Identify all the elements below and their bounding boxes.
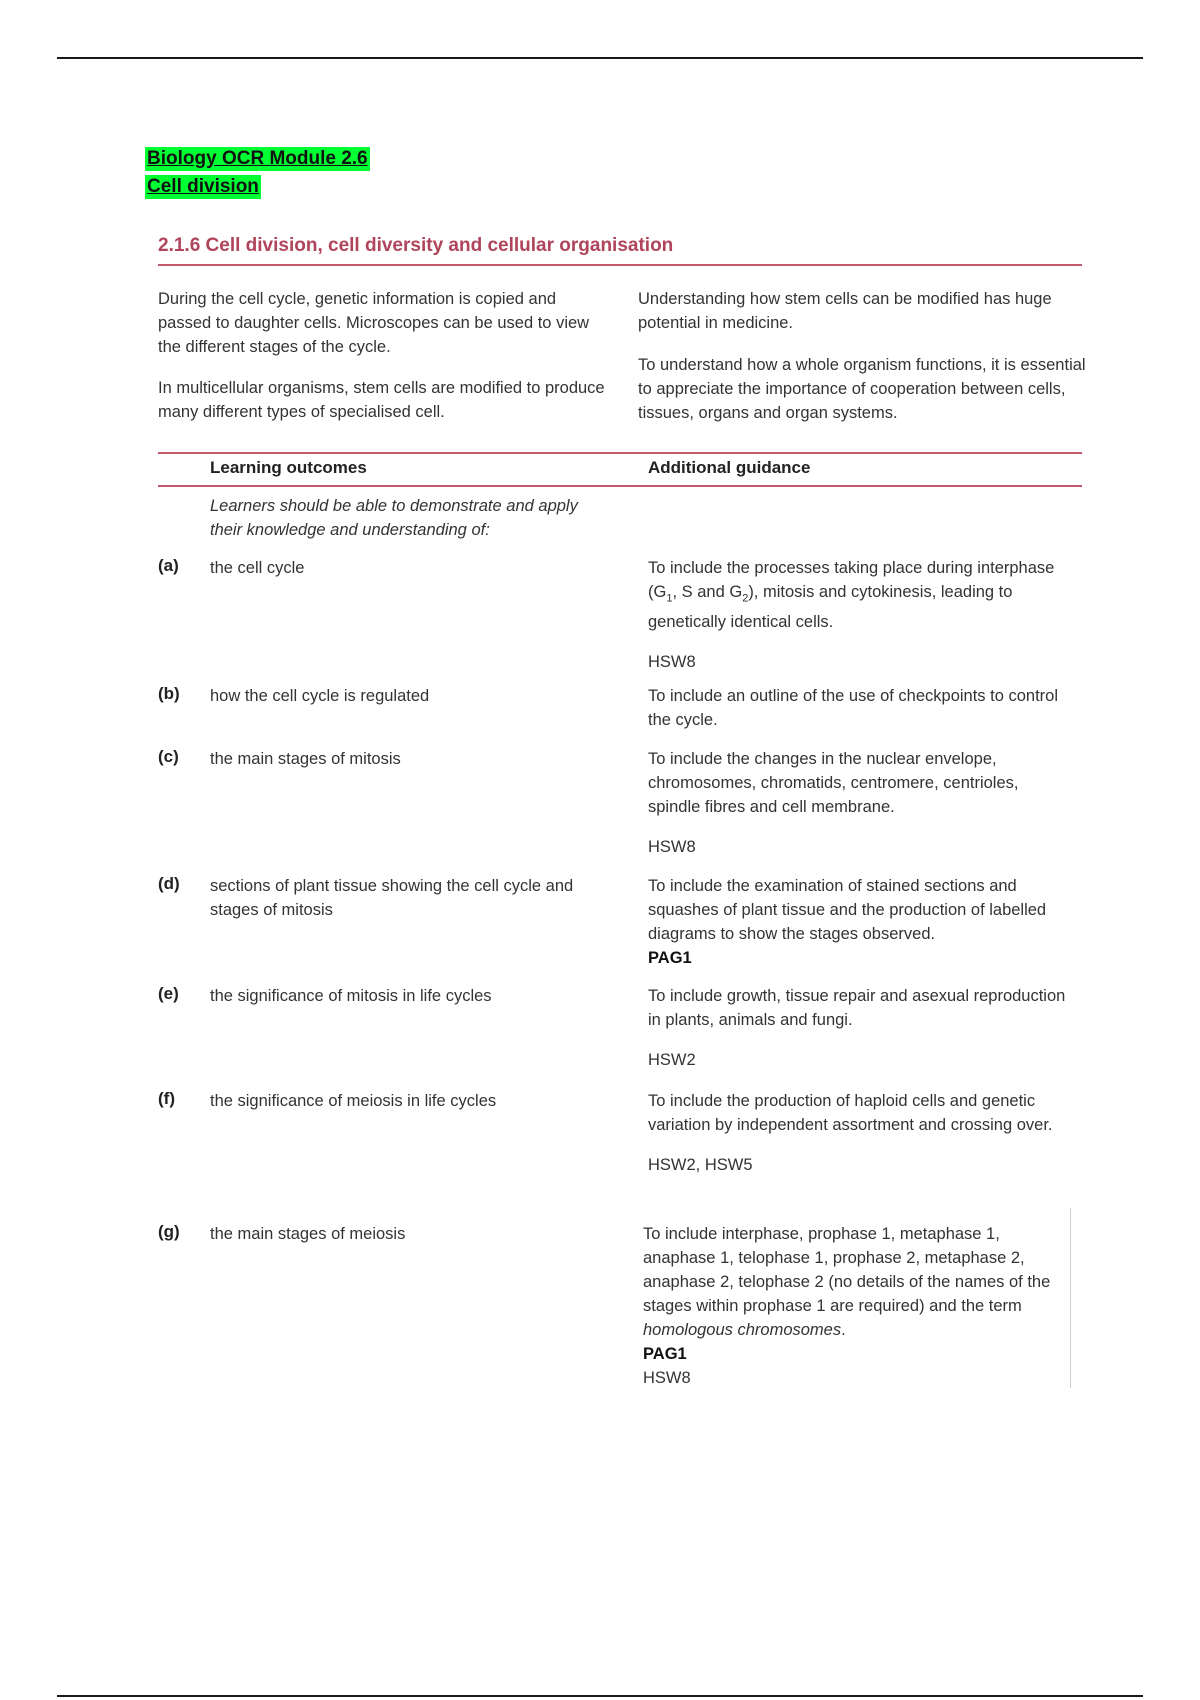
section-title: 2.1.6 Cell division, cell diversity and cellular organisation [158, 235, 674, 256]
intro-right-paragraph-2: To understand how a whole organism functions, it is essential to appreciate the importance of cooperation between cells, tissues, organs and organ systems. [638, 356, 1086, 422]
row-guidance: To include growth, tissue repair and asexual reproduction in plants, animals and fungi. HSW2 [648, 984, 1068, 1072]
row-letter: (b) [158, 684, 180, 703]
column-header-additional-guidance: Additional guidance [648, 458, 811, 477]
module-highlight-title: Biology OCR Module 2.6 [147, 148, 368, 169]
page-top-rule [57, 57, 1143, 59]
row-guidance: To include the examination of stained sections and squashes of plant tissue and the production of labelled diagrams to show the stages observed. PAG1 [648, 874, 1068, 970]
hsw-tag: HSW8 [643, 1369, 691, 1387]
row-letter: (d) [158, 874, 180, 893]
hsw-tag: HSW8 [648, 653, 696, 672]
row-guidance: To include the production of haploid cells and genetic variation by independent assortment and crossing over. HSW2, HSW5 [648, 1089, 1068, 1177]
row-guidance: To include the changes in the nuclear envelope, chromosomes, chromatids, centromere, centrioles, spindle fibres and cell membrane. HSW8 [648, 747, 1068, 859]
pag-tag: PAG1 [643, 1345, 687, 1363]
section-title-underline [158, 264, 1082, 266]
topic-highlight-title: Cell division [147, 176, 259, 197]
row-guidance: To include the processes taking place during interphase ($G_1$, S and $G_2$), mitosis and cytokinesis, leading to genetically identical cells. HSW8 [648, 556, 1068, 674]
column-header-learning-outcomes: Learning outcomes [210, 458, 367, 477]
table-right-border [1070, 1208, 1071, 1388]
pag-tag: PAG1 [648, 949, 692, 967]
row-letter: (g) [158, 1222, 180, 1241]
row-letter: (e) [158, 984, 179, 1003]
row-letter: (f) [158, 1089, 175, 1108]
row-letter: (c) [158, 747, 179, 766]
row-outcome: the significance of mitosis in life cycles [210, 987, 492, 1005]
table-header-top-rule [158, 452, 1082, 454]
row-outcome: how the cell cycle is regulated [210, 687, 430, 705]
row-outcome: the cell cycle [210, 559, 305, 577]
intro-left-paragraph-1: During the cell cycle, genetic information is copied and passed to daughter cells. Microscopes can be used to view the different stages of the cycle. [158, 290, 590, 356]
table-header-bottom-rule [158, 485, 1082, 487]
intro-right-paragraph-1: Understanding how stem cells can be modified has huge potential in medicine. [638, 290, 1052, 332]
hsw-tag: HSW8 [648, 838, 696, 856]
hsw-tag: HSW2, HSW5 [648, 1156, 753, 1174]
page-bottom-rule [57, 1695, 1143, 1697]
row-letter: (a) [158, 556, 179, 575]
row-outcome: the main stages of mitosis [210, 750, 401, 768]
row-outcome: sections of plant tissue showing the cell cycle and stages of mitosis [210, 877, 574, 919]
intro-left-paragraph-2: In multicellular organisms, stem cells are modified to produce many different types of specialised cell. [158, 379, 605, 421]
row-guidance: To include interphase, prophase 1, metaphase 1, anaphase 1, telophase 1, prophase 2, metaphase 2, anaphase 2, telophase 2 (no details of the names of the stages within prophase 1 are required) and the term homologous chromosomes. PAG1 HSW8 [643, 1222, 1063, 1390]
learning-outcomes-preamble: Learners should be able to demonstrate and apply their knowledge and understanding of: [210, 497, 578, 539]
row-outcome: the main stages of meiosis [210, 1225, 406, 1243]
row-guidance: To include an outline of the use of checkpoints to control the cycle. [648, 687, 1059, 729]
row-outcome: the significance of meiosis in life cycles [210, 1092, 497, 1110]
hsw-tag: HSW2 [648, 1051, 696, 1069]
